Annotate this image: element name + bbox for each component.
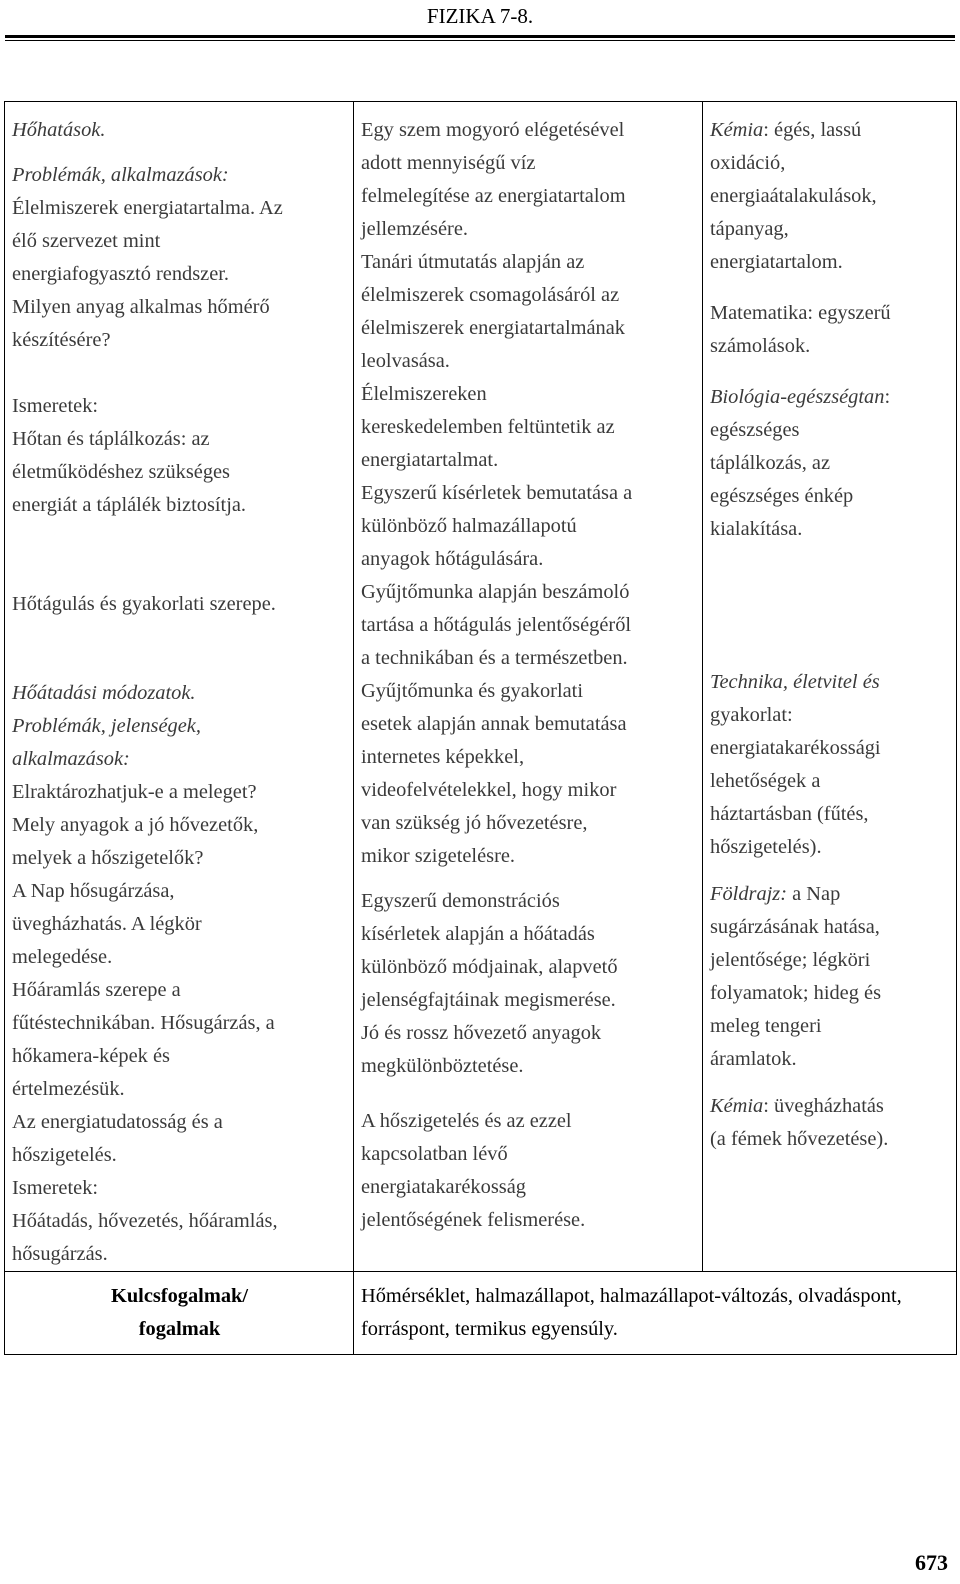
header-rule-thin — [5, 40, 955, 41]
topic-heading: Hőhatások. — [12, 119, 106, 141]
text-line: sugárzásának hatása, — [710, 916, 880, 938]
text-line: Hőtan és táplálkozás: az — [12, 428, 210, 450]
text-line: Elraktározhatjuk-e a meleget? — [12, 781, 257, 803]
knowledge-label: Ismeretek: — [12, 1177, 99, 1199]
text-line: életműködéshez szükséges — [12, 461, 230, 483]
connections-cell — [703, 102, 957, 1272]
text-line: felmelegítése az energiatartalom — [361, 185, 626, 207]
running-header: FIZIKA 7-8. — [426, 4, 534, 28]
text-line: kereskedelemben feltüntetik az — [361, 416, 615, 438]
text-line: mikor szigetelésre. — [361, 845, 516, 867]
text-line: jelentőségének felismerése. — [361, 1209, 586, 1231]
text-line: A hőszigetelés és az ezzel — [361, 1110, 572, 1132]
biology-link: Biológia-egészségtan: — [710, 386, 891, 408]
text-line: leolvasása. — [361, 350, 450, 372]
text-line: energiatartalom. — [710, 251, 843, 273]
chemistry-link: Kémia: üvegházhatás — [710, 1095, 884, 1117]
key-concepts-label: Kulcsfogalmak/ fogalmak — [5, 1272, 354, 1355]
text-line: egészséges — [710, 419, 800, 441]
text-line: Gyűjtőmunka alapján beszámoló — [361, 581, 630, 603]
text-line: élelmiszerek energiatartalmának — [361, 317, 625, 339]
text-line: lehetőségek a — [710, 770, 821, 792]
text-line: élő szervezet mint — [12, 230, 161, 252]
text-line: kísérletek alapján a hőátadás — [361, 923, 595, 945]
text-line: a technikában és a természetben. — [361, 647, 628, 669]
text-line: anyagok hőtágulására. — [361, 548, 544, 570]
activities-cell — [354, 102, 703, 1272]
chemistry-link: Kémia: égés, lassú — [710, 119, 862, 141]
problems-label: Problémák, jelenségek, — [12, 715, 201, 737]
text-line: fűtéstechnikában. Hősugárzás, a — [12, 1012, 275, 1034]
technology-link: Technika, életvitel és — [710, 671, 880, 693]
text-line: Hőtágulás és gyakorlati szerepe. — [12, 593, 276, 615]
text-line: Egy szem mogyoró elégetésével — [361, 119, 625, 141]
text-line: Mely anyagok a jó hővezetők, — [12, 814, 259, 836]
text-line: Gyűjtőmunka és gyakorlati — [361, 680, 583, 702]
text-line: folyamatok; hideg és — [710, 982, 882, 1004]
text-line: egészséges énkép — [710, 485, 854, 507]
text-line: Hőátadás, hővezetés, hőáramlás, — [12, 1210, 278, 1232]
text-line: videofelvételekkel, hogy mikor — [361, 779, 617, 801]
text-line: energiatakarékossági — [710, 737, 881, 759]
text-line: hősugárzás. — [12, 1243, 108, 1265]
text-line: különböző halmazállapotú — [361, 515, 577, 537]
text-line: van szükség jó hővezetésre, — [361, 812, 588, 834]
content-row — [5, 102, 957, 1272]
header-rule-thick — [5, 35, 955, 38]
text-line: meleg tengeri — [710, 1015, 822, 1037]
text-line: kialakítása. — [710, 518, 803, 540]
math-link: Matematika: egyszerű — [710, 302, 891, 324]
text-line: élelmiszerek csomagolásáról az — [361, 284, 620, 306]
text-line: (a fémek hővezetése). — [710, 1128, 889, 1150]
problems-label: alkalmazások: — [12, 748, 130, 770]
text-line: Milyen anyag alkalmas hőmérő — [12, 296, 270, 318]
curriculum-table — [4, 101, 957, 1355]
text-line: A Nap hősugárzása, — [12, 880, 175, 902]
text-line: melegedése. — [12, 946, 113, 968]
text-line: oxidáció, — [710, 152, 786, 174]
text-line: Tanári útmutatás alapján az — [361, 251, 585, 273]
text-line: Egyszerű demonstrációs — [361, 890, 560, 912]
text-line: megkülönböztetése. — [361, 1055, 524, 1077]
key-concepts-text: Hőmérséklet, halmazállapot, halmazállapot-változás, olvadáspont, forráspont, termikus egyensúly. — [354, 1272, 957, 1355]
text-line: energiatakarékosság — [361, 1176, 526, 1198]
text-line: számolások. — [710, 335, 811, 357]
text-line: energiatartalmat. — [361, 449, 499, 471]
text-line: internetes képekkel, — [361, 746, 525, 768]
text-line: adott mennyiségű víz — [361, 152, 536, 174]
text-line: jelenségfajtáinak megismerése. — [361, 989, 616, 1011]
topic-heading: Hőátadási módozatok. — [12, 682, 196, 704]
page-number: 673 — [915, 1550, 948, 1575]
text-line: tartása a hőtágulás jelentőségéről — [361, 614, 632, 636]
text-line: energiát a táplálék biztosítja. — [12, 494, 247, 516]
text-line: esetek alapján annak bemutatása — [361, 713, 627, 735]
text-line: Egyszerű kísérletek bemutatása a — [361, 482, 633, 504]
text-line: különböző módjainak, alapvető — [361, 956, 618, 978]
geography-link: Földrajz: a Nap — [710, 883, 841, 905]
text-line: hőszigetelés). — [710, 836, 822, 858]
text-line: értelmezésük. — [12, 1078, 125, 1100]
text-line: hőszigetelés. — [12, 1144, 117, 1166]
text-line: Jó és rossz hővezető anyagok — [361, 1022, 602, 1044]
text-line: tápanyag, — [710, 218, 789, 240]
text-line: üvegházhatás. A légkör — [12, 913, 202, 935]
text-line: készítésére? — [12, 329, 111, 351]
problems-label: Problémák, alkalmazások: — [12, 164, 229, 186]
text-line: áramlatok. — [710, 1048, 797, 1070]
text-line: jellemzésére. — [361, 218, 468, 240]
key-concepts-row — [5, 1272, 957, 1355]
text-line: Hőáramlás szerepe a — [12, 979, 181, 1001]
text-line: háztartásban (fűtés, — [710, 803, 869, 825]
text-line: hőkamera-képek és — [12, 1045, 170, 1067]
text-line: energiafogyasztó rendszer. — [12, 263, 230, 285]
text-line: jelentősége; légköri — [710, 949, 871, 971]
knowledge-label: Ismeretek: — [12, 395, 99, 417]
text-line: táplálkozás, az — [710, 452, 831, 474]
topics-cell — [5, 102, 354, 1272]
text-line: gyakorlat: — [710, 704, 793, 726]
text-line: Élelmiszereken — [361, 383, 487, 405]
text-line: Élelmiszerek energiatartalma. Az — [12, 197, 283, 219]
text-line: kapcsolatban lévő — [361, 1143, 508, 1165]
text-line: energiaátalakulások, — [710, 185, 877, 207]
text-line: Az energiatudatosság és a — [12, 1111, 223, 1133]
text-line: melyek a hőszigetelők? — [12, 847, 204, 869]
